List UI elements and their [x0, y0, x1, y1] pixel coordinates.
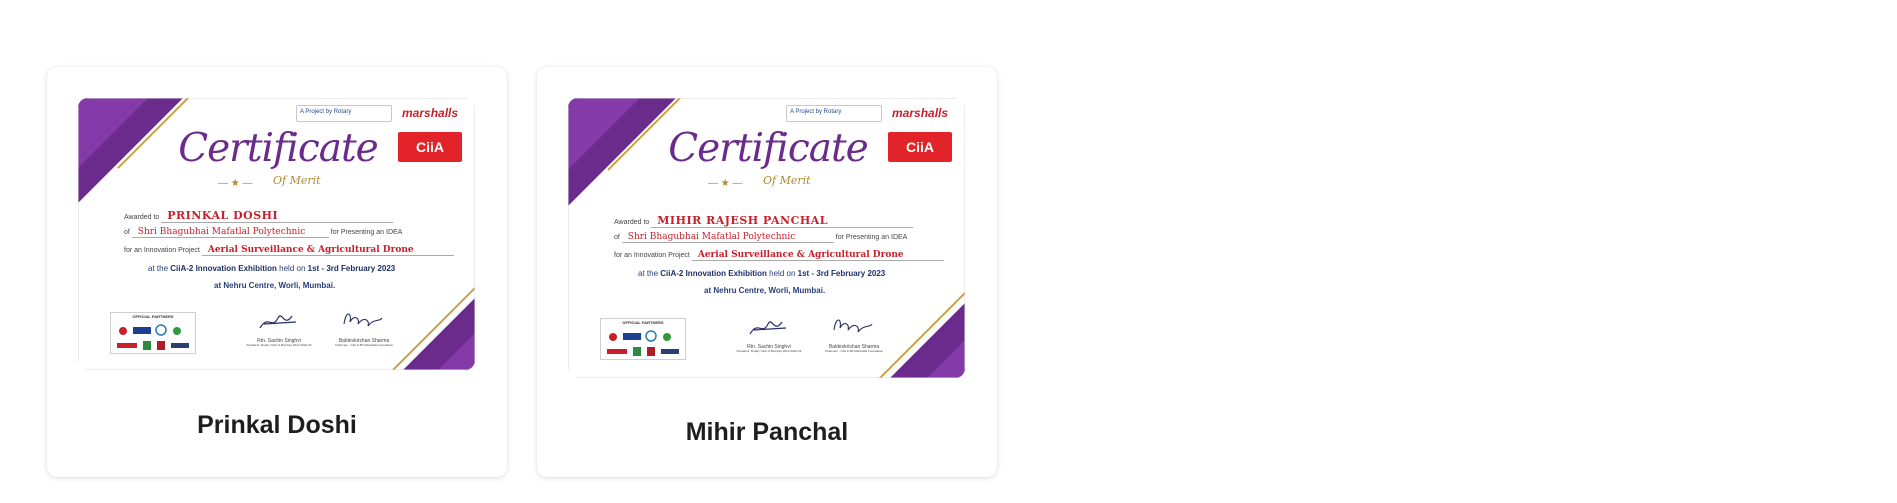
project-row: for an Innovation Project Aerial Surveillance & Agricultural Drone: [614, 250, 944, 261]
project-name: Aerial Surveillance & Agricultural Drone: [692, 250, 944, 261]
signatory-1: Rtn. Sachin Singhvi President, Rotary Club of Bombay Worli 2022-23: [736, 344, 802, 353]
exhibition-line: at the CiiA-2 Innovation Exhibition held on 1st - 3rd February 2023: [638, 269, 886, 278]
official-partners-logos: OFFICIAL PARTNERS: [600, 318, 686, 360]
exhibition-line: at the CiiA-2 Innovation Exhibition held on 1st - 3rd February 2023: [148, 264, 396, 273]
institution-row: of Shri Bhagubhai Mafatlal Polytechnic for Presenting an IDEA: [124, 227, 403, 237]
venue-line: at Nehru Centre, Worli, Mumbai.: [214, 281, 336, 290]
project-row: for an Innovation Project Aerial Surveillance & Agricultural Drone: [124, 245, 454, 256]
signatory-1: Rtn. Sachin Singhvi President, Rotary Club of Bombay Worli 2022-23: [246, 338, 312, 347]
signature-icon: [748, 316, 788, 338]
marshalls-logo: marshalls: [892, 106, 949, 120]
institution-name: Shri Bhagubhai Mafatlal Polytechnic: [622, 232, 834, 243]
star-icon: — ★ —: [708, 178, 743, 189]
certificate-title: Certificate: [178, 126, 378, 171]
member-name: Mihir Panchal: [685, 418, 849, 446]
signature-icon: [258, 310, 298, 332]
marshalls-logo: marshalls: [402, 106, 459, 120]
certificate-title: Certificate: [668, 126, 868, 171]
member-name: Prinkal Doshi: [197, 411, 357, 439]
awardee-name: MIHIR RAJESH PANCHAL: [651, 214, 913, 228]
ciia-logo: CiiA: [398, 132, 462, 162]
institution-row: of Shri Bhagubhai Mafatlal Polytechnic for Presenting an IDEA: [614, 232, 908, 242]
awarded-row: Awarded to MIHIR RAJESH PANCHAL: [614, 214, 913, 228]
signatory-2: Baldevkrishan Sharma Chairman - CiiA & BK Marshalls Foundation: [824, 344, 884, 353]
ciia-logo: CiiA: [888, 132, 952, 162]
awardee-name: PRINKAL DOSHI: [161, 209, 393, 223]
signatory-2: Baldevkrishan Sharma Chairman - CiiA & BK Marshalls Foundation: [334, 338, 394, 347]
official-partners-logos: OFFICIAL PARTNERS: [110, 312, 196, 354]
signature-icon: [340, 308, 384, 332]
rotary-partner-logo: A Project by Rotary: [786, 105, 882, 122]
awarded-row: Awarded to PRINKAL DOSHI: [124, 209, 393, 223]
institution-name: Shri Bhagubhai Mafatlal Polytechnic: [132, 227, 329, 238]
certificate-image: [78, 98, 475, 370]
team-member-card[interactable]: [537, 67, 997, 477]
project-name: Aerial Surveillance & Agricultural Drone: [202, 245, 454, 256]
certificate-image: [568, 98, 965, 378]
star-icon: — ★ —: [218, 178, 253, 189]
certificate-subtitle: Of Merit: [763, 174, 811, 187]
team-member-card[interactable]: [47, 67, 507, 477]
rotary-partner-logo: A Project by Rotary: [296, 105, 392, 122]
signature-icon: [830, 314, 874, 338]
certificate-subtitle: Of Merit: [273, 174, 321, 187]
venue-line: at Nehru Centre, Worli, Mumbai.: [704, 286, 826, 295]
